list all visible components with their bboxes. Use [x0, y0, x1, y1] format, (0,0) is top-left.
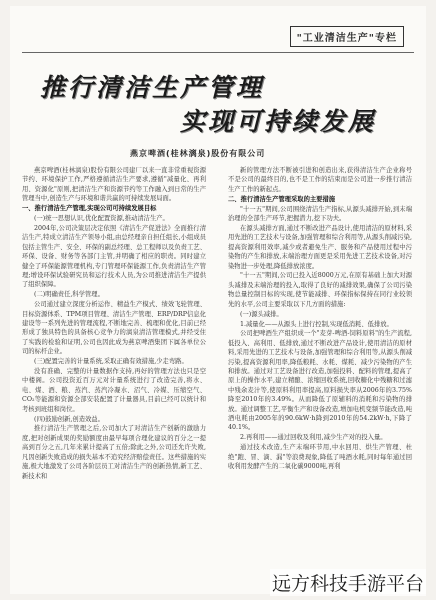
paragraph: 燕京啤酒(桂林漓泉)股份有限公司建厂以来一直非常重视资源节约、环境保护工作,严格遵循清洁生产要求,遵循"减量化、再利用、资源化"原则,把清洁生产和资源节约等工作融入到日常的生产管理当中,创造生产与环境和谐共赢的可持续发展局面。: [22, 167, 206, 203]
article-author: 燕京啤酒(桂林漓泉)股份有限公司: [130, 149, 266, 158]
right-text-column: [228, 166, 412, 472]
paragraph: 公司通过建立深度分析运作、精益生产模式、绩效飞轮管理、目标资源体系、TPM项目管理、清洁生产管理、ERP/DRP信息化建设等一系列先进的管理流程,不断地完善、梳理和优化,目前已经形成了独具特色的具备核心竞争力的漓泉清洁管理模式,并经受住了实践的检验和证明,公司也因此成为燕京啤酒集团下属各单位公司的标杆企业。: [22, 301, 206, 356]
paragraph: (三)配置完善的计量系统,采取正确有效措施,少走弯路。: [34, 358, 188, 366]
paragraph: 推行清洁生产管理之后,公司加大了对清洁生产创新的激励力度,把对创新成果的奖励额度由最早每项合理化建议的百分之一提高到百分之五,几年来累计提高了五倍;除此之外,公司还允许失败,凡因创新失败造成的损失基本不追究经济赔偿责任。这些措施的实施,极大地激发了公司各阶层员工对清洁生产的创新热情,新工艺、新技术和: [22, 425, 206, 480]
watermark-text: 远方科技手游平台: [270, 569, 426, 596]
paragraph: "十一五"期间,公司已投入近8000万元,在原有基础上加大对源头减排及末端治理的投入,取得了良好的减排效果,确保了公司污染物总量控制目标的实现,使节能减排、环保指标保持在同行业较领先的水平,公司主要采取以下几方面的措施:: [228, 272, 412, 308]
paragraph: 2004年,公司决策层决定依照《清洁生产促进法》全面推行清洁生产,特成立清洁生产领导小组,由总经理亲自担任组长,小组成员包括主管生产、安全、环保的副总经理、总工程师以及负责工艺、环保、设备、财务等各部门主管,并明确了相应的职责。同时建立健全了环保能源管理机构,专门管理环保能源工作,负责清洁生产管理;增设环保试验研究员和运行技术人员,为公司推进清洁生产提供了组织保障。: [22, 224, 206, 289]
paragraph: (四)鼓励创新,创造效益。: [34, 415, 104, 423]
paragraph: (一)源头减排。: [240, 310, 283, 318]
paragraph: 新的管理方法不断被引进和创造出来,获得清洁生产企业称号不是公司的最终目的,也不是工作的结束而是公司进一步推行清洁生产工作的新起点。: [228, 167, 412, 193]
column-tag: "工业清洁生产"专栏: [290, 26, 404, 47]
section-heading: 一、推行清洁生产管理,实现公司可持续发展目标: [22, 205, 157, 213]
section-heading: 二、推行清洁生产管理采取的主要措施: [228, 195, 336, 203]
left-text-column: [22, 166, 206, 481]
paragraph: (二)明确责任,科学管理。: [34, 291, 104, 299]
document-page: [10, 6, 426, 594]
paragraph: "十一五"期间,公司围绕清洁生产指标,从源头减排开始,到末端治理的全部生产环节,把握潜力,挖下功夫。: [228, 205, 412, 223]
article-title-line-2: 实现可持续发展: [180, 107, 377, 136]
article-title-line-1: 推行清洁生产管理: [40, 73, 265, 102]
header-rule: [22, 52, 414, 53]
paragraph: 在源头减排方面,通过不断改进产品设计,使用清洁的原材料,采用先进的工艺技术与设备,加强管理和综合利用等,从源头削减污染,提高资源利用效率,减少或者避免生产、服务和产品使用过程中污染物的产生和排放,末端治理方面更是采用先进工艺技术设备,对污染物进一步处理,降低排放浓度。: [228, 224, 412, 270]
paragraph: 通过技术改造,生产末端环节用,中水回用、烘生产管理、杜绝"跑、冒、滴、漏"等浪费现象,降低了吨酒水耗,同时每年通过回收利用发酵产生的二氧化碳9000吨,再利: [228, 444, 412, 471]
paragraph: 公司把啤酒生产组织成一个"麦芽-啤酒-饲料原料"的生产流程,低投入、高利用、低排放,通过不断改进产品设计,使用清洁的原材料,采用先进的工艺技术与设备,加强管理和综合利用等,从源头削减污染,提高资源利用率,降低粮耗、水耗、煤耗、减少污染物的产生和排放。通过对工艺设备进行改造,加强投料、配料的管理,提高了原上的操作水平,建立精酿、浓缩回收系统,回收糖化中残糖和过滤中残余麦汁等,使原料利用率提高,原料损失率从2006年的3.75%降至2010年的3.49%。从而降低了原辅料的消耗和污染物的排放。通过调整工艺,平衡生产和设备改造,增加电机变频节能改造,吨酒电耗由2005年的90.6kW·h降到2010年的54.2kW·h,下降了40.1%。: [228, 330, 412, 432]
paragraph: (一)统一思想认识,优化配置资源,推动清洁生产。: [34, 215, 169, 223]
paragraph: 没有准确、完整的计量数据作支持,再好的管理方法也只是空中楼阁。公司投资近百万元对计量系统进行了改造完善,将水、电、煤、酒、粮、蒸汽、蒸汽冷凝水、沼气、冷媒、压缩空气、CO₂等能源和资源全部安装配置了计量器具,目前已经可以统计和考核到班组和岗位。: [22, 368, 206, 413]
paragraph: 2.再利用——通过回收及利用,减少生产对的投入量。: [240, 434, 387, 442]
paragraph: 1.减量化——从源头上进行控制,实现低消耗、低排放。: [240, 320, 393, 328]
